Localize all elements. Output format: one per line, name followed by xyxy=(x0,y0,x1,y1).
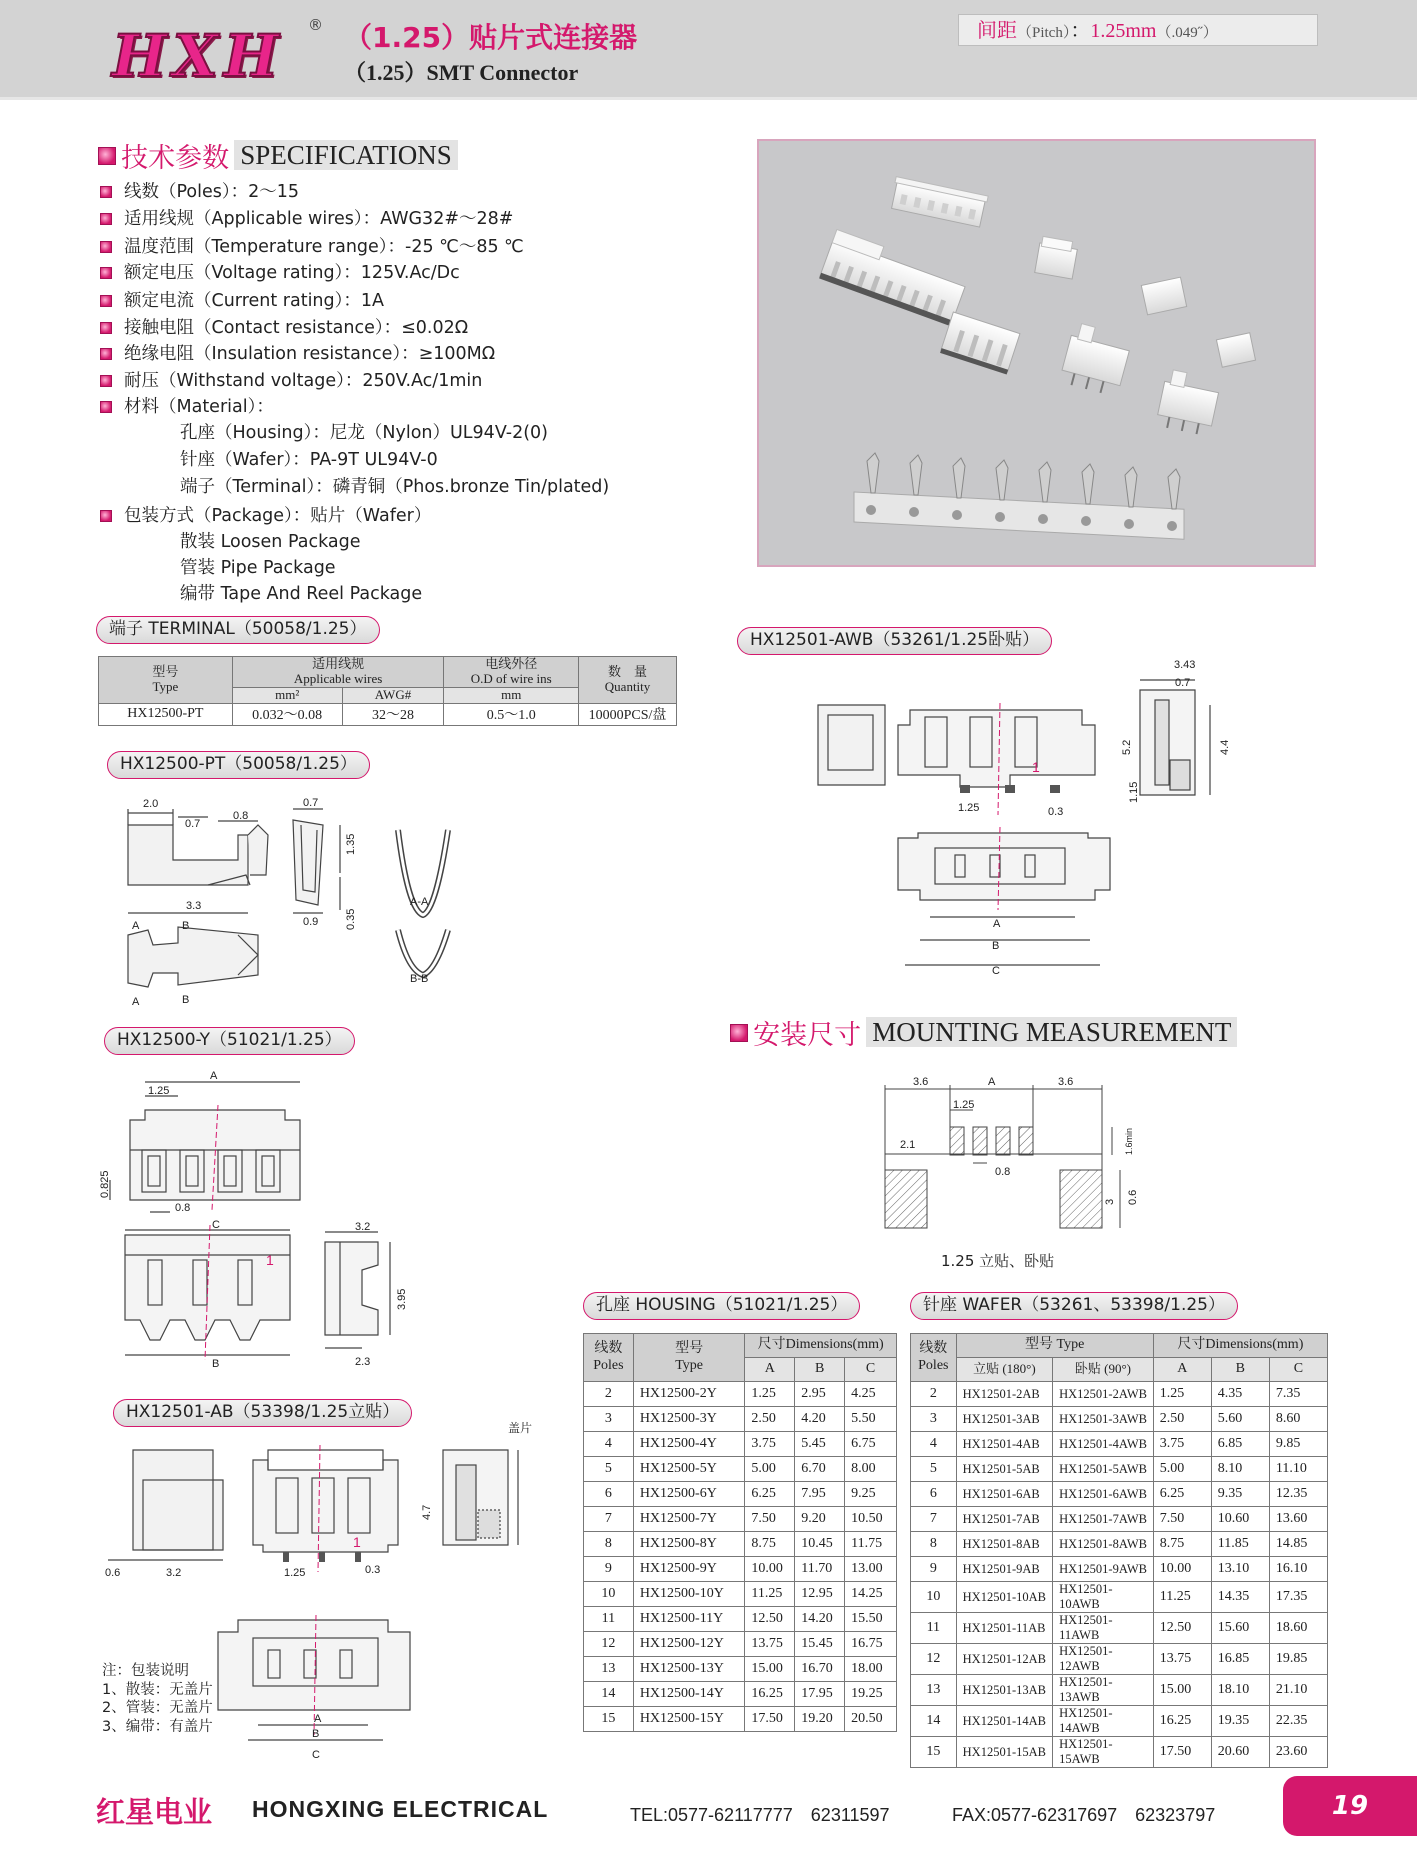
spec-item: 额定电流（Current rating）：1A xyxy=(100,288,384,314)
table-row: 4 HX12501-4AB HX12501-4AWB 3.75 6.85 9.85 xyxy=(911,1432,1328,1457)
pitch-label: 间距 xyxy=(977,18,1017,42)
spec-item: 温度范围（Temperature range）：-25 ℃～85 ℃ xyxy=(100,234,524,260)
svg-text:1.6min: 1.6min xyxy=(1124,1127,1134,1155)
table-row: 2 HX12501-2AB HX12501-2AWB 1.25 4.35 7.35 xyxy=(911,1382,1328,1407)
table-row: HX12500-PT 0.032～0.08 32～28 0.5～1.0 10000PCS/盘 xyxy=(99,703,677,725)
spec-item: 线数（Poles）：2～15 xyxy=(100,179,299,205)
package-item: 散装 Loosen Package xyxy=(180,532,361,552)
svg-text:3.6: 3.6 xyxy=(1058,1076,1074,1088)
material-item: 针座（Wafer）：PA-9T UL94V-0 xyxy=(180,450,438,470)
mounting-heading xyxy=(730,1013,1237,1052)
table-row: 12 HX12501-12AB HX12501-12AWB 13.75 16.85 19.85 xyxy=(911,1644,1328,1675)
housing-table-label: 孔座 HOUSING（51021/1.25） xyxy=(583,1292,860,1320)
col-applicable-wires: 适用线规 Applicable wires xyxy=(232,657,444,688)
svg-text:3.95: 3.95 xyxy=(396,1288,408,1310)
svg-text:盖片: 盖片 xyxy=(508,1421,533,1435)
svg-text:0.8: 0.8 xyxy=(233,810,249,822)
pitch-value: 1.25mm xyxy=(1090,20,1157,42)
table-row: 5 HX12501-5AB HX12501-5AWB 5.00 8.10 11.10 xyxy=(911,1457,1328,1482)
table-row: 9 HX12500-9Y 10.00 11.70 13.00 xyxy=(584,1557,897,1582)
wafer-table: 线数 Poles 型号 Type 尺寸Dimensions(mm) 立贴 (180°) 卧贴 (90°) A B C 2 HX12501-2AB HX12501-2AWB 1.25 4.35 7.35 3 HX12501-3AB HX12501-3AWB 2.50 5.60 8.60 4 HX12501-4AB HX12501-4AWB 3.75 6.85 9.85 5 HX12501-5AB HX12501-5AWB 5.00 8.10 11.10 6 HX12501-6AB HX12501-6AWB 6.25 9.35 12.35 7 HX12501-7AB HX12501-7AWB 7.50 10.60 13.60 8 HX12501-8AB HX12501-8AWB 8.75 11.85 14.85 9 HX12501-9AB HX12501-9AWB 10.00 13.10 16.10 10 HX12501-10AB HX12501-10AWB 11.25 14.35 17.35 11 HX12501-11AB HX12501-11AWB 12.50 15.60 18.60 12 HX12501-12AB HX12501-12AWB 13.75 16.85 19.85 13 HX12501-13AB HX12501-13AWB 15.00 18.10 21.10 14 HX12501-14AB HX12501-14AWB 16.25 19.35 22.35 15 HX12501-15AB HX12501-15AWB 17.50 20.60 23.60 xyxy=(910,1333,1328,1768)
spec-item: 材料（Material）： xyxy=(100,394,274,420)
material-item: 端子（Terminal）：磷青铜（Phos.bronze Tin/plated) xyxy=(180,477,610,497)
svg-text:3: 3 xyxy=(1104,1198,1116,1205)
svg-text:1.35: 1.35 xyxy=(345,833,357,855)
svg-text:0.7: 0.7 xyxy=(303,797,319,809)
table-row: 2 HX12500-2Y 1.25 2.95 4.25 xyxy=(584,1382,897,1407)
package-item: 编带 Tape And Reel Package xyxy=(180,584,423,604)
specifications-heading-en: SPECIFICATIONS xyxy=(234,140,458,170)
product-photo xyxy=(757,139,1316,567)
ab-drawing-label: HX12501-AB（53398/1.25立贴） xyxy=(113,1399,412,1427)
col-quantity: 数 量 Quantity xyxy=(579,657,677,704)
svg-text:0.3: 0.3 xyxy=(1048,806,1064,818)
table-row: 7 HX12501-7AB HX12501-7AWB 7.50 10.60 13.60 xyxy=(911,1507,1328,1532)
specifications-heading xyxy=(98,136,458,175)
col-type: 型号 Type xyxy=(956,1334,1153,1358)
svg-text:A: A xyxy=(210,1070,218,1082)
mounting-drawing xyxy=(870,1075,1150,1235)
connector-photo-illustration xyxy=(759,141,1314,565)
svg-text:3.2: 3.2 xyxy=(355,1221,371,1233)
col-poles: 线数 Poles xyxy=(911,1334,957,1382)
bullet-square-icon xyxy=(100,267,112,279)
svg-text:3.3: 3.3 xyxy=(186,900,202,912)
table-row: 15 HX12500-15Y 17.50 19.20 20.50 xyxy=(584,1707,897,1732)
table-row: 8 HX12501-8AB HX12501-8AWB 8.75 11.85 14.85 xyxy=(911,1532,1328,1557)
svg-text:B: B xyxy=(182,994,190,1006)
pitch-inch: （.049˝） xyxy=(1156,25,1218,41)
header-divider xyxy=(0,97,1417,100)
svg-text:1: 1 xyxy=(353,1534,361,1550)
package-item: 管装 Pipe Package xyxy=(180,558,336,578)
svg-text:2.1: 2.1 xyxy=(900,1139,916,1151)
bullet-square-icon xyxy=(100,348,112,360)
pitch-box xyxy=(958,14,1318,46)
spec-item: 耐压（Withstand voltage）：250V.Ac/1min xyxy=(100,368,482,394)
svg-text:B-B: B-B xyxy=(410,973,429,985)
footer-tel: TEL:0577-62117777 62311597 xyxy=(630,1805,890,1825)
brand-logo: HXH xyxy=(112,22,285,90)
terminal-drawing xyxy=(118,795,458,1010)
spec-item: 额定电压（Voltage rating）：125V.Ac/Dc xyxy=(100,260,460,286)
table-row: 12 HX12500-12Y 13.75 15.45 16.75 xyxy=(584,1632,897,1657)
bullet-square-icon xyxy=(100,322,112,334)
svg-text:0.8: 0.8 xyxy=(995,1166,1011,1178)
svg-text:0.7: 0.7 xyxy=(185,818,201,830)
pitch-colon: ： xyxy=(1070,18,1091,42)
table-row: 7 HX12500-7Y 7.50 9.20 10.50 xyxy=(584,1507,897,1532)
svg-text:1: 1 xyxy=(1032,759,1040,775)
spec-item-package: 包装方式（Package）：贴片（Wafer） xyxy=(100,503,431,529)
table-row: 14 HX12501-14AB HX12501-14AWB 16.25 19.35 22.35 xyxy=(911,1706,1328,1737)
col-mm2: mm² xyxy=(232,687,342,703)
svg-text:1.25: 1.25 xyxy=(284,1567,306,1579)
svg-text:0.7: 0.7 xyxy=(1175,677,1191,689)
svg-text:1.25: 1.25 xyxy=(953,1099,975,1111)
col-type: 型号 Type xyxy=(99,657,233,704)
svg-text:0.9: 0.9 xyxy=(303,916,319,928)
svg-text:A-A: A-A xyxy=(410,896,429,908)
table-row: 13 HX12501-13AB HX12501-13AWB 15.00 18.10 21.10 xyxy=(911,1675,1328,1706)
bullet-square-icon xyxy=(98,147,116,165)
svg-text:C: C xyxy=(312,1749,320,1761)
footer-brand-cn: 红星电业 xyxy=(96,1795,213,1829)
table-row: 15 HX12501-15AB HX12501-15AWB 17.50 20.60 23.60 xyxy=(911,1737,1328,1768)
svg-text:1: 1 xyxy=(266,1252,274,1268)
bullet-square-icon xyxy=(100,186,112,198)
bullet-square-icon xyxy=(730,1024,748,1042)
svg-text:1.15: 1.15 xyxy=(1128,781,1140,803)
wafer-table-label: 针座 WAFER（53261、53398/1.25） xyxy=(910,1292,1238,1320)
col-poles: 线数 Poles xyxy=(584,1334,634,1382)
svg-text:3.43: 3.43 xyxy=(1174,659,1196,671)
col-od: 电线外径 O.D of wire ins xyxy=(444,657,579,688)
terminal-label: 端子 TERMINAL（50058/1.25） xyxy=(96,616,380,644)
table-row: 9 HX12501-9AB HX12501-9AWB 10.00 13.10 16.10 xyxy=(911,1557,1328,1582)
col-mm: mm xyxy=(444,687,579,703)
table-row: 11 HX12500-11Y 12.50 14.20 15.50 xyxy=(584,1607,897,1632)
table-row: 6 HX12501-6AB HX12501-6AWB 6.25 9.35 12.35 xyxy=(911,1482,1328,1507)
mounting-caption: 1.25 立贴、卧贴 xyxy=(941,1252,1055,1270)
pt-dim-2.0: 2.0 xyxy=(143,798,159,810)
svg-text:3.2: 3.2 xyxy=(166,1567,182,1579)
svg-text:2.3: 2.3 xyxy=(355,1356,371,1368)
mounting-heading-cn: 安装尺寸 xyxy=(753,1020,862,1051)
spec-item: 绝缘电阻（Insulation resistance）：≥100MΩ xyxy=(100,341,495,367)
svg-text:0.8: 0.8 xyxy=(175,1202,191,1214)
table-row: 11 HX12501-11AB HX12501-11AWB 12.50 15.60 18.60 xyxy=(911,1613,1328,1644)
svg-text:3.6: 3.6 xyxy=(913,1076,929,1088)
bullet-square-icon xyxy=(100,213,112,225)
svg-text:0.6: 0.6 xyxy=(1127,1189,1139,1205)
svg-text:C: C xyxy=(212,1219,220,1231)
housing-table: 线数 Poles 型号 Type 尺寸Dimensions(mm) A B C 2 HX12500-2Y 1.25 2.95 4.25 3 HX12500-3Y 2.50 4.20 5.50 4 HX12500-4Y 3.75 5.45 6.75 5 HX12500-5Y 5.00 6.70 8.00 6 HX12500-6Y 6.25 7.95 9.25 7 HX12500-7Y 7.50 9.20 10.50 8 HX12500-8Y 8.75 10.45 11.75 9 HX12500-9Y 10.00 11.70 13.00 10 HX12500-10Y 11.25 12.95 14.25 11 HX12500-11Y 12.50 14.20 15.50 12 HX12500-12Y 13.75 15.45 16.75 13 HX12500-13Y 15.00 16.70 18.00 14 HX12500-14Y 16.25 17.95 19.25 15 HX12500-15Y 17.50 19.20 20.50 xyxy=(583,1333,897,1732)
svg-text:B: B xyxy=(212,1358,220,1370)
svg-text:B: B xyxy=(182,920,190,932)
col-dimensions: 尺寸Dimensions(mm) xyxy=(1153,1334,1327,1358)
table-row: 8 HX12500-8Y 8.75 10.45 11.75 xyxy=(584,1532,897,1557)
horizontal-wafer-drawing xyxy=(810,655,1265,985)
table-row: 3 HX12500-3Y 2.50 4.20 5.50 xyxy=(584,1407,897,1432)
table-row: 10 HX12500-10Y 11.25 12.95 14.25 xyxy=(584,1582,897,1607)
terminal-table xyxy=(98,656,677,726)
table-row: 6 HX12500-6Y 6.25 7.95 9.25 xyxy=(584,1482,897,1507)
registered-mark: ® xyxy=(308,16,323,34)
table-row: 4 HX12500-4Y 3.75 5.45 6.75 xyxy=(584,1432,897,1457)
table-row: 13 HX12500-13Y 15.00 16.70 18.00 xyxy=(584,1657,897,1682)
col-awg: AWG# xyxy=(342,687,444,703)
footer-fax: FAX:0577-62317697 62323797 xyxy=(952,1805,1216,1825)
col-dimensions: 尺寸Dimensions(mm) xyxy=(745,1334,897,1358)
page-number: 19 xyxy=(1283,1776,1417,1836)
page-title-cn: （1.25）贴片式连接器 xyxy=(344,21,638,54)
table-row: 14 HX12500-14Y 16.25 17.95 19.25 xyxy=(584,1682,897,1707)
page-title-en: （1.25）SMT Connector xyxy=(344,60,579,85)
table-row: 5 HX12500-5Y 5.00 6.70 8.00 xyxy=(584,1457,897,1482)
svg-text:4.7: 4.7 xyxy=(421,1504,433,1520)
bullet-square-icon xyxy=(100,375,112,387)
svg-text:A: A xyxy=(132,920,140,932)
svg-text:0.35: 0.35 xyxy=(345,908,357,930)
pitch-en: （Pitch） xyxy=(1017,25,1071,41)
svg-text:B: B xyxy=(312,1728,320,1740)
svg-text:C: C xyxy=(992,965,1000,977)
housing-drawing xyxy=(100,1070,440,1375)
svg-text:1.25: 1.25 xyxy=(958,802,980,814)
svg-text:A: A xyxy=(314,1713,322,1725)
bullet-square-icon xyxy=(100,401,112,413)
svg-text:A: A xyxy=(132,996,140,1008)
specifications-heading-cn: 技术参数 xyxy=(121,143,230,174)
pt-drawing-label: HX12500-PT（50058/1.25） xyxy=(107,751,370,779)
footer-brand-en: HONGXING ELECTRICAL xyxy=(252,1796,549,1822)
col-type: 型号 Type xyxy=(633,1334,745,1382)
bullet-square-icon xyxy=(100,241,112,253)
svg-text:A: A xyxy=(988,1076,996,1088)
bullet-square-icon xyxy=(100,510,112,522)
svg-text:0.825: 0.825 xyxy=(99,1170,111,1198)
svg-text:0.3: 0.3 xyxy=(365,1564,381,1576)
mounting-heading-en: MOUNTING MEASUREMENT xyxy=(866,1017,1237,1047)
table-row: 10 HX12501-10AB HX12501-10AWB 11.25 14.35 17.35 xyxy=(911,1582,1328,1613)
awb-drawing-label: HX12501-AWB（53261/1.25卧贴） xyxy=(737,627,1052,655)
packaging-notes: 注：包装说明 1、散装：无盖片 2、管装：无盖片 3、编带：有盖片 xyxy=(102,1663,213,1735)
svg-text:5.2: 5.2 xyxy=(1121,739,1133,755)
svg-text:B: B xyxy=(992,940,1000,952)
spec-item: 适用线规（Applicable wires）：AWG32#～28# xyxy=(100,206,513,232)
material-item: 孔座（Housing）：尼龙（Nylon）UL94V-2(0) xyxy=(180,423,549,443)
y-drawing-label: HX12500-Y（51021/1.25） xyxy=(104,1027,355,1055)
spec-item: 接触电阻（Contact resistance）：≤0.02Ω xyxy=(100,315,468,341)
svg-text:4.4: 4.4 xyxy=(1219,739,1231,755)
svg-text:A: A xyxy=(993,918,1001,930)
bullet-square-icon xyxy=(100,295,112,307)
svg-text:1.25: 1.25 xyxy=(148,1085,170,1097)
table-row: 3 HX12501-3AB HX12501-3AWB 2.50 5.60 8.60 xyxy=(911,1407,1328,1432)
svg-text:0.6: 0.6 xyxy=(105,1567,121,1579)
